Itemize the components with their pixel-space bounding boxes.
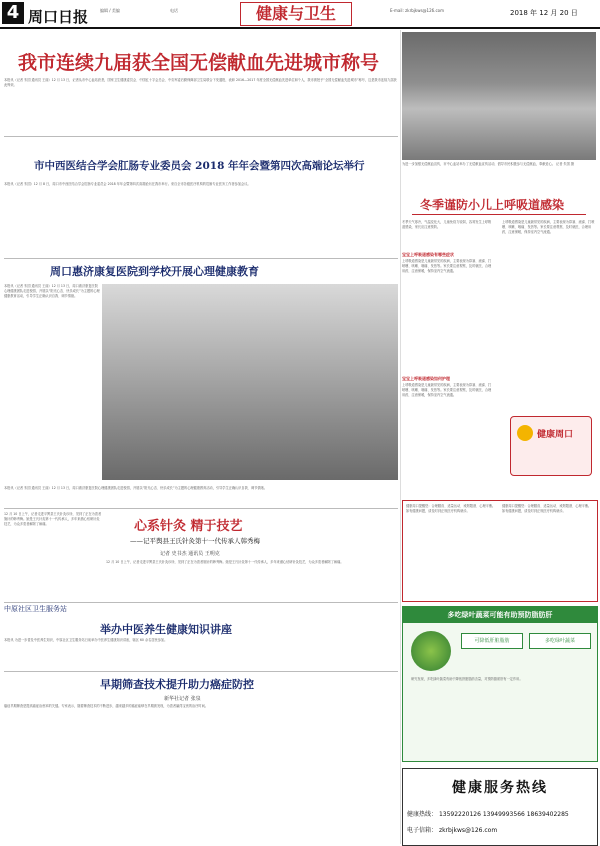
article-1-photo-caption: 为进一步加强无偿献血宣传，市中心血站举办了无偿献血宣传活动，倡导市民积极参与无偿献血，奉献爱心。 记者 朱国 摄 (402, 162, 574, 166)
article-3-photo (102, 284, 398, 480)
page-number: 4 (2, 2, 24, 24)
hotline-email-row (407, 825, 593, 834)
info-box-body: 健康周口提醒您：合理膳食、适量运动、戒烟限酒、心理平衡。如有健康问题，请及时到正规医疗机构就诊。 (502, 504, 592, 513)
column-box-body: 上呼吸道感染是儿童最常见的疾病，主要表现为鼻塞、流涕、打喷嚏、咳嗽、咽痛、发热等。家长要注意观察，及时就医，合理用药，注意保暖，保持室内空气流通。 (502, 220, 595, 234)
article-1-body: 本报讯（记者 朱国 通讯员 王丽）12 月 13 日，记者从市中心血站获悉，国家卫生健康委员会、中国红十字会总会、中央军委后勤保障部卫生局联合下发通报，表彰 2016—2017 年度全国无偿献血先进单位和个人，我市被授予“全国无偿献血先进城市”称号，这是我市连续九届获此殊荣。 (4, 78, 397, 87)
section-title: 健康与卫生 (240, 2, 352, 26)
article-3-body: 本报讯（记者 朱国 通讯员 王丽）12 月 13 日，周口惠济康复医院心理健康团队走进校园，开展以“阳光心态、快乐成长”为主题的心理健康教育活动，引导学生正确认识自我、调节情绪。 (4, 284, 100, 298)
hotline-phones-row (407, 809, 593, 818)
masthead-meta-1: 编辑 / 美编 (100, 8, 120, 13)
hotline-email-label: 电子信箱： (407, 827, 438, 834)
health-zhoukou-logo (510, 416, 592, 476)
column-box-body: 上呼吸道感染是儿童最常见的疾病，主要表现为鼻塞、流涕、打喷嚏、咳嗽、咽痛、发热等。家长要注意观察，及时就医，合理用药，注意保暖，保持室内空气流通。 (402, 383, 492, 397)
ad-badge-2: 多吃绿叶蔬菜 (529, 633, 591, 649)
hotline-box (402, 768, 598, 846)
column-box-subheading-2: 宝宝上呼吸道感染如何护理 (402, 376, 450, 381)
hotline-phone-numbers: 13592220126 13949993566 18639402285 (438, 811, 569, 818)
divider (4, 258, 398, 259)
community-station-label: 中原社区卫生服务站 (4, 605, 67, 613)
article-6-byline: 新华社记者 张泉 (164, 696, 201, 702)
article-1-headline: 我市连续九届获全国无偿献血先进城市称号 (18, 52, 380, 74)
ad-vegetable-icon (411, 631, 451, 671)
hotline-email: zkrbjkws@126.com (438, 827, 498, 834)
masthead-meta-2: 电话 (170, 8, 178, 13)
article-2-body: 本报讯（记者 朱国）12 月 8 日，周口市中西医结合学会肛肠专业委员会 2018 年年会暨第四次高端论坛在我市举行。来自全市各级医疗机构的肛肠专业医务工作者参加会议。 (4, 182, 251, 186)
paper-name: 周口日报 (28, 8, 89, 26)
article-5-headline: 举办中医养生健康知识讲座 (100, 623, 232, 636)
logo-figure-icon (517, 425, 533, 441)
article-6-body: 癌症早期筛查是提高癌症治愈率的关键。专家表示，随着筛查技术的不断进步，越来越多的癌症能够在早期被发现，为患者赢得宝贵的治疗时间。 (4, 704, 208, 708)
article-6-headline: 早期筛查技术提升助力癌症防控 (100, 678, 254, 691)
divider (4, 508, 398, 509)
article-2-headline: 市中西医结合学会肛肠专业委员会 2018 年年会暨第四次高端论坛举行 (34, 160, 365, 172)
masthead-email: E-mail: zkrbjkws@126.com (390, 8, 444, 13)
column-divider (400, 30, 401, 844)
column-box-body: 上呼吸道感染是儿童最常见的疾病，主要表现为鼻塞、流涕、打喷嚏、咳嗽、咽痛、发热等。家长要注意观察，及时就医，合理用药，注意保暖，保持室内空气流通。 (402, 259, 492, 273)
hotline-phone-label: 健康热线： (407, 811, 438, 818)
column-box (402, 196, 596, 496)
logo-label: 健康周口 (537, 430, 574, 440)
article-4-body: 12 月 10 日上午，记者走进平舆县王氏针灸诊所，见到了正在为患者施针的韩秀梅。她是王氏针灸第十一代传承人，多年来潜心钻研针灸技艺，为众多患者解除了病痛。 (4, 512, 102, 526)
info-box-body: 健康周口提醒您：合理膳食、适量运动、戒烟限酒、心理平衡。如有健康问题，请及时到正规医疗机构就诊。 (406, 504, 496, 513)
article-3-headline: 周口惠济康复医院到学校开展心理健康教育 (50, 265, 259, 278)
article-4-subheadline: ——记平舆县王氏针灸第十一代传承人韩秀梅 (130, 537, 260, 545)
divider (4, 602, 398, 603)
ad-title: 多吃绿叶蔬菜可能有助预防脂肪肝 (403, 607, 597, 623)
info-box (402, 500, 598, 602)
masthead-rule (0, 27, 600, 29)
article-4-byline: 记者 史书杰 通讯员 王明克 (160, 551, 220, 557)
article-1-photo (402, 32, 596, 160)
article-5-body: 本报讯 为进一步普及中医养生知识，中原社区卫生服务站日前举办中医养生健康知识讲座，辖区 60 余名居民参加。 (4, 638, 168, 642)
hotline-title: 健康服务热线 (452, 780, 548, 796)
article-3-body: 本报讯（记者 朱国 通讯员 王丽）12 月 13 日，周口惠济康复医院心理健康团队走进校园，开展以“阳光心态、快乐成长”为主题的心理健康教育活动，引导学生正确认识自我、调节情绪。 (4, 486, 267, 490)
ad-banner (402, 606, 598, 762)
article-4-headline: 心系针灸 精于技艺 (134, 519, 243, 534)
divider (4, 671, 398, 672)
divider (4, 136, 398, 137)
column-box-title-underline (412, 214, 586, 215)
article-4-body: 12 月 10 日上午，记者走进平舆县王氏针灸诊所，见到了正在为患者施针的韩秀梅。她是王氏针灸第十一代传承人，多年来潜心钻研针灸技艺，为众多患者解除了病痛。 (106, 560, 344, 564)
issue-date: 2018 年 12 月 20 日 (510, 9, 578, 17)
column-box-lede: 冬季天气寒冷，气温变化大，儿童免疫力较弱，容易发生上呼吸道感染，家长应注意预防。 (402, 220, 492, 229)
ad-badge-1: 可降低肝脏脂肪 (461, 633, 523, 649)
ad-body: 研究发现，多吃绿叶蔬菜有助于降低肝脏脂肪含量，对预防脂肪肝有一定作用。 (411, 677, 523, 681)
column-box-title: 冬季谨防小儿上呼吸道感染 (420, 198, 565, 212)
column-box-subheading-1: 宝宝上呼吸道感染有哪些症状 (402, 252, 454, 257)
